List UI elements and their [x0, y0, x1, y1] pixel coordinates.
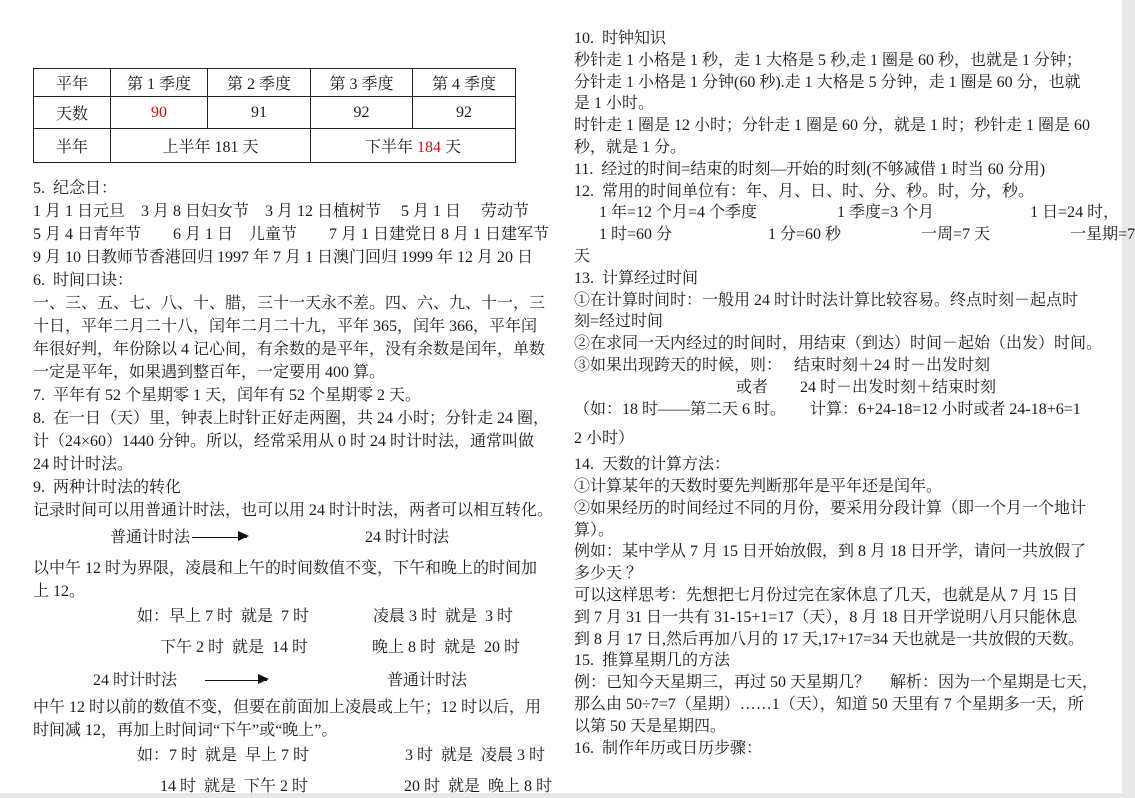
text-line: 7. 平年有 52 个星期零 1 天，闰年有 52 个星期零 2 天。: [33, 387, 422, 404]
timekeeping-label: 24 时计时法: [93, 672, 178, 689]
text-line: 11. 经过的时间=结束的时刻—开始的时刻(不够减借 1 时当 60 分用): [574, 160, 1046, 178]
year-quarters-table: [33, 68, 516, 163]
days-value: 91: [208, 97, 311, 129]
days-row: [34, 97, 516, 129]
days-value: 92: [311, 97, 413, 129]
text-line: 到 7 月 31 日一共有 31-15+1=17（天），8 月 18 日开学说明八月只能休息: [574, 608, 1078, 626]
second-half-cell: [311, 129, 516, 163]
text-line: ①在计算时间时：一般用 24 时计时法计算比较容易。终点时刻－起点时: [574, 291, 1079, 309]
text-line: 5 月 4 日青年节 6 月 1 日 儿童节 7 月 1 日建党日 8 月 1 日建军节: [33, 226, 550, 243]
text-line: 是 1 小时。: [574, 95, 655, 113]
second-half-unit: 天: [441, 139, 462, 156]
text-line: 9 月 10 日教师节香港回归 1997 年 7 月 1 日澳门回归 1999 年 12 月 20 日: [33, 249, 534, 266]
header-cell: 第 3 季度: [311, 69, 413, 97]
timekeeping-label: 普通计时法: [387, 672, 468, 689]
text-line: 下午 2 时 就是 14 时 晚上 8 时 就是 20 时: [160, 639, 521, 656]
text-line: 可以这样思考：先想把七月份过完在家休息了几天，也就是从 7 月 15 日: [574, 586, 1079, 604]
text-line: 例如：某中学从 7 月 15 日开始放假，到 8 月 18 日开学，请问一共放假了: [574, 543, 1087, 561]
text-line: 如：7 时 就是 早上 7 时 3 时 就是 凌晨 3 时: [137, 747, 546, 764]
text-line: 秒，就是 1 分。: [574, 138, 687, 156]
days-value: 92: [413, 97, 516, 129]
text-line: 一、三、五、七、八、十、腊，三十一天永不差。四、六、九、十一，三: [33, 295, 546, 312]
text-line: 中午 12 时以前的数值不变，但要在前面加上凌晨或上午；12 时以后，用: [33, 699, 542, 716]
text-line: ②如果经历的时间经过不同的月份，要采用分段计算（即一个月一个地计: [574, 499, 1087, 517]
text-line: 天: [574, 247, 591, 265]
text-line: ③如果出现跨天的时候，则： 结束时刻＋24 时－出发时刻: [574, 356, 991, 374]
text-line: 1 年=12 个月=4 个季度 1 季度=3 个月 1 日=24 时，: [599, 204, 1120, 222]
table-header-row: [34, 69, 516, 97]
text-line: 多少天 ？: [574, 565, 643, 583]
text-line: 9. 两种计时法的转化: [33, 479, 182, 496]
text-line: 时针走 1 圈是 12 小时；分针走 1 圈是 60 分，就是 1 时；秒针走 1 圈是 60: [574, 117, 1091, 135]
left-text-block: [33, 177, 563, 798]
text-line: ②在求同一天内经过的时间时，用结束（到达）时间－起始（出发）时间。: [574, 335, 1103, 353]
row-label: 半年: [34, 129, 111, 163]
text-line: 10. 时钟知识: [574, 30, 667, 47]
right-arrow-icon: [205, 680, 267, 681]
text-line: 十日，平年二月二十八，闰年二月二十九，平年 365，闰年 366，平年闰: [33, 318, 538, 335]
text-line: 算）。: [574, 521, 615, 539]
text-line: 14. 天数的计算方法：: [574, 456, 731, 474]
text-line: 6. 时间口诀：: [33, 272, 134, 289]
text-line: 秒针走 1 小格是 1 秒，走 1 大格是 5 秒,走 1 圈是 60 秒，也就是 1 分钟；: [574, 51, 1083, 69]
header-cell: 第 4 季度: [413, 69, 516, 97]
text-line: （如：18 时——第二天 6 时。 计算：6+24-18=12 小时或者 24-18+6=1: [574, 400, 1081, 418]
timekeeping-label: 普通计时法: [110, 529, 191, 546]
text-line: 那么由 50÷7=7（星期）……1（天），知道 50 天里有 7 个星期多一天，所: [574, 695, 1084, 713]
text-line: 15. 推算星期几的方法: [574, 652, 731, 670]
second-half-text: 下半年: [364, 139, 417, 156]
conversion-arrow-row: [33, 526, 563, 549]
text-line: 1 月 1 日元旦 3 月 8 日妇女节 3 月 12 日植树节 5 月 1 日 劳动节: [33, 203, 530, 220]
text-line: 或者 24 时－出发时刻＋结束时刻: [736, 378, 997, 396]
text-line: 刻=经过时间: [574, 313, 664, 331]
conversion-arrow-row: [33, 669, 563, 692]
text-line: 记录时间可以用普通计时法，也可以用 24 时计时法，两者可以相互转化。: [33, 502, 554, 519]
days-value: 90: [111, 97, 208, 129]
text-line: 到 8 月 17 日,然后再加八月的 17 天,17+17=34 天也就是一共放假的天数。: [574, 630, 1085, 648]
text-line: 12. 常用的时间单位有：年、月、日、时、分、秒。时，分，秒。: [574, 182, 1035, 200]
text-line: 16. 制作年历或日历步骤：: [574, 739, 763, 757]
right-text-block: [574, 28, 1135, 759]
text-line: 如：早上 7 时 就是 7 时 凌晨 3 时 就是 3 时: [137, 608, 514, 625]
row-label: 天数: [34, 97, 111, 129]
text-line: 2 小时）: [574, 430, 635, 448]
half-year-row: [34, 129, 516, 163]
header-cell: 平年: [34, 69, 111, 97]
header-cell: 第 1 季度: [111, 69, 208, 97]
timekeeping-label: 24 时计时法: [365, 529, 450, 546]
text-line: 24 时计时法。: [33, 456, 134, 473]
text-line: 以第 50 天是星期四。: [574, 717, 727, 735]
text-line: 上 12。: [33, 583, 86, 600]
first-half-cell: 上半年 181 天: [111, 129, 311, 163]
text-line: 8. 在一日（天）里，钟表上时针正好走两圈，共 24 小时；分针走 24 圈，: [33, 410, 550, 427]
text-line: 以中午 12 时为界限，凌晨和上午的时间数值不变，下午和晚上的时间加: [33, 560, 538, 577]
text-line: 时间减 12，再加上时间词“下午”或“晚上”。: [33, 722, 338, 739]
header-cell: 第 2 季度: [208, 69, 311, 97]
text-line: 13. 计算经过时间: [574, 269, 699, 287]
text-line: 分针走 1 小格是 1 分钟(60 秒).走 1 大格是 5 分钟，走 1 圈是 60 分，也就: [574, 73, 1081, 91]
text-line: 计（24×60）1440 分钟。所以，经常采用从 0 时 24 时计时法，通常叫做: [33, 433, 535, 450]
text-line: 5. 纪念日：: [33, 180, 118, 197]
text-line: 年很好判，年份除以 4 记心间，有余数的是平年，没有余数是闰年，单数: [33, 341, 546, 358]
right-column: [574, 28, 1135, 788]
right-arrow-icon: [192, 537, 247, 538]
text-line: 14 时 就是 下午 2 时 20 时 就是 晚上 8 时: [160, 778, 553, 795]
text-line: 1 时=60 分 1 分=60 秒 一周=7 天 一星期=7: [599, 226, 1135, 244]
second-half-days-red: 184: [417, 139, 441, 156]
left-column: [33, 66, 563, 795]
text-line: 一定是平年，如果遇到整百年，一定要用 400 算。: [33, 364, 386, 381]
text-line: 例：已知今天星期三，再过 50 天星期几？ 解析：因为一个星期是七天，: [574, 674, 1099, 692]
text-line: ①计算某年的天数时要先判断那年是平年还是闰年。: [574, 477, 943, 495]
